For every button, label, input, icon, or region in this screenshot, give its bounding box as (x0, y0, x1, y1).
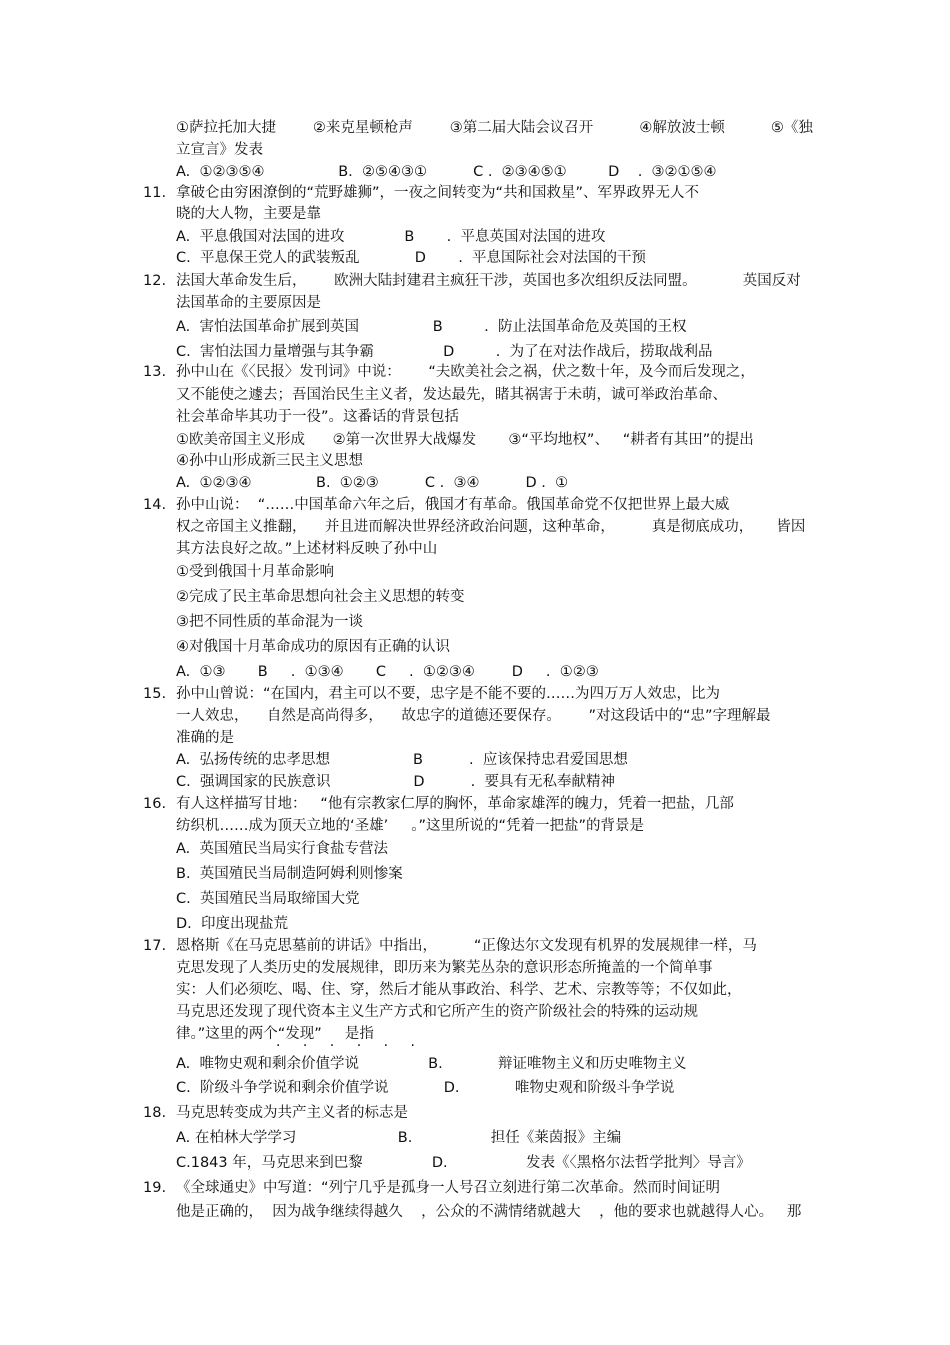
option-line: A. ①③ B . ①③④ C . ①②③④ D . ①②③ (176, 664, 599, 680)
option-item: D. 印度出现盐荒 (176, 916, 288, 932)
question-text: 恩格斯《在马克思墓前的讲话》中指出， “正像达尔文发现有机界的发展规律一样，马 (176, 938, 757, 954)
option-item: B. 英国殖民当局制造阿姆利则惨案 (176, 866, 403, 882)
emphasis-dots: · · · · · · (276, 1038, 424, 1054)
question-text: 一人效忠， 自然是高尚得多， 故忠字的道德还要保存。 ”对这段话中的“忠”字理解最 (176, 708, 771, 724)
question-text: 《全球通史》中写道：“列宁几乎是孤身一人号召立刻进行第二次革命。然而时间证明 (176, 1180, 721, 1196)
option-line: A. 唯物史观和剩余价值学说 B. 辩证唯物主义和历史唯物主义 (176, 1056, 687, 1072)
option-line: C. 平息保王党人的武装叛乱 D . 平息国际社会对法国的干预 (176, 250, 647, 266)
option-item: C. 英国殖民当局取缔国大党 (176, 891, 360, 907)
question-text: 孙中山曾说：“在国内，君主可以不要，忠字是不能不要的……为四万万人效忠，比为 (176, 686, 721, 702)
option-line: A. 在柏林大学学习 B. 担任《莱茵报》主编 (176, 1130, 622, 1146)
question-text: 孙中山说： “……中国革命六年之后，俄国才有革命。俄国革命党不仅把世界上最大威 (176, 497, 730, 513)
question-number: 12. (143, 273, 167, 289)
question-number: 18. (143, 1105, 167, 1121)
question-text: ④孙中山形成新三民主义思想 (176, 453, 363, 469)
question-text: ①欧美帝国主义形成 ②第一次世界大战爆发 ③“平均地权”、 “耕者有其田”的提出 (176, 432, 754, 448)
question-text: 准确的是 (176, 730, 234, 746)
question-number: 14. (143, 497, 167, 513)
question-text: 实：人们必须吃、喝、住、穿，然后才能从事政治、科学、艺术、宗教等等；不仅如此， (176, 982, 742, 998)
statement-item: ①受到俄国十月革命影响 (176, 564, 334, 580)
question-text: 权之帝国主义推翻， 并且进而解决世界经济政治问题，这种革命， 真是彻底成功， 皆因 (176, 519, 806, 535)
option-line: A. 平息俄国对法国的进攻 B . 平息英国对法国的进攻 (176, 229, 606, 245)
question-number: 15. (143, 686, 167, 702)
option-line: A. 害怕法国革命扩展到英国 B . 防止法国革命危及英国的王权 (176, 319, 687, 335)
question-text: 法国革命的主要原因是 (176, 295, 321, 311)
question-text: 其方法良好之故。”上述材料反映了孙中山 (176, 541, 438, 557)
option-line: C. 阶级斗争学说和剩余价值学说 D. 唯物史观和阶级斗争学说 (176, 1080, 675, 1096)
statement-item: ④对俄国十月革命成功的原因有正确的认识 (176, 639, 450, 655)
q10-items-line-2: 立宣言》发表 (176, 142, 263, 158)
statement-item: ②完成了民主革命思想向社会主义思想的转变 (176, 589, 465, 605)
option-line: C.1843 年，马克思来到巴黎 D. 发表《〈黑格尔法哲学批判〉导言》 (176, 1155, 751, 1171)
question-text: 马克思还发现了现代资本主义生产方式和它所产生的资产阶级社会的特殊的运动规 (176, 1004, 698, 1020)
option-item: A. 英国殖民当局实行食盐专营法 (176, 841, 388, 857)
q10-items-line: ①萨拉托加大捷 ②来克星顿枪声 ③第二届大陆会议召开 ④解放波士顿 ⑤《独 (176, 120, 813, 136)
question-number: 13. (143, 364, 167, 380)
question-text: 社会革命毕其功于一役”。这番话的背景包括 (176, 409, 460, 425)
option-line: A. ①②③④ B. ①②③ C . ③④ D . ① (176, 475, 569, 491)
option-line: C. 强调国家的民族意识 D . 要具有无私奉献精神 (176, 774, 615, 790)
question-number: 16. (143, 796, 167, 812)
question-number: 17. (143, 938, 167, 954)
question-text: 有人这样描写甘地： “他有宗教家仁厚的胸怀，革命家雄浑的魄力，凭着一把盐，几部 (176, 796, 734, 812)
question-text: 孙中山在《〈民报〉发刊词》中说： “夫欧美社会之祸，伏之数十年，及今而后发现之， (176, 364, 755, 380)
question-text: 又不能使之遽去；吾国治民生主义者，发达最先，睹其祸害于未萌，诚可举政治革命、 (176, 387, 727, 403)
statement-item: ③把不同性质的革命混为一谈 (176, 614, 363, 630)
option-line: A. 弘扬传统的忠孝思想 B . 应该保持忠君爱国思想 (176, 752, 628, 768)
question-number: 19. (143, 1180, 167, 1196)
question-number: 11. (143, 185, 167, 201)
option-line: C. 害怕法国力量增强与其争霸 D . 为了在对法作战后，捞取战利品 (176, 344, 713, 360)
q10-options: A. ①②③⑤④ B. ②⑤④③① C . ②③④⑤① D . ③②①⑤④ (176, 164, 717, 180)
question-text: 纺织机……成为顶天立地的‘圣雄’ 。”这里所说的“凭着一把盐”的背景是 (176, 818, 645, 834)
question-text: 他是正确的， 因为战争继续得越久 ，公众的不满情绪就越大 ，他的要求也就越得人心。 那 (176, 1204, 802, 1220)
question-text: 克思发现了人类历史的发展规律，即历来为繁芜丛杂的意识形态所掩盖的一个简单事 (176, 960, 713, 976)
question-text: 拿破仑由穷困潦倒的“荒野雄狮”，一夜之间转变为“共和国救星”、军界政界无人不 (176, 185, 700, 201)
question-text: 晓的大人物，主要是靠 (176, 206, 321, 222)
question-text: 马克思转变成为共产主义者的标志是 (176, 1105, 408, 1121)
question-text: 律。”这里的两个“发现” 是指 (176, 1026, 374, 1042)
question-text: 法国大革命发生后， 欧洲大陆封建君主疯狂干涉，英国也多次组织反法同盟。 英国反对 (176, 273, 801, 289)
